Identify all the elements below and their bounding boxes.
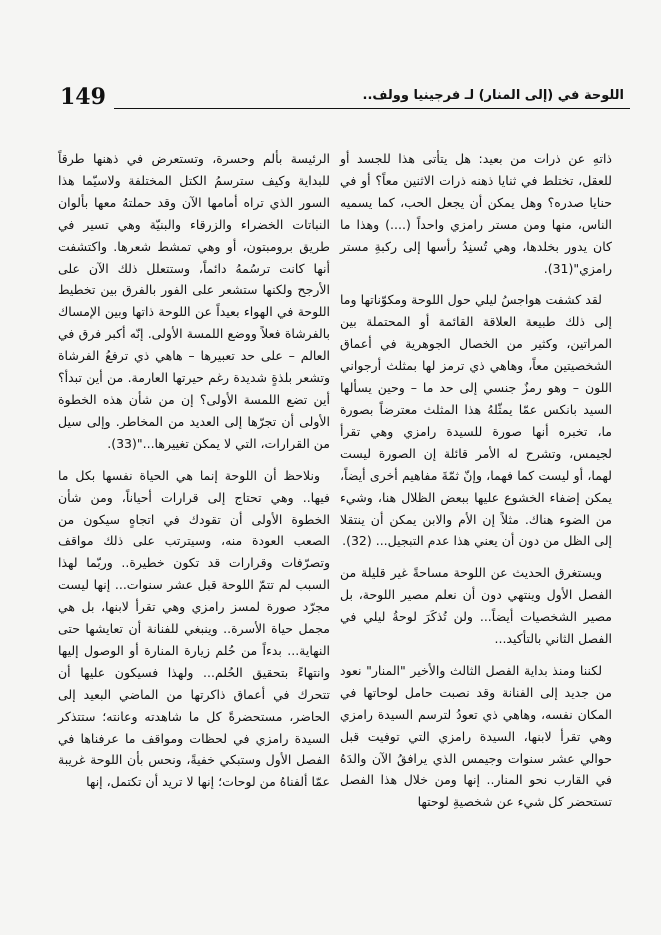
paragraph: ذاتهِ عن ذرات من بعيد: هل يتأتى هذا للجسد أو للعقل، تختلط في ثنايا ذهنه ذرات الاثنين معاً؟ أو في حنايا صدره؟ وهل يمكن أن يجعل الحب، كما يسميه الناس، منها ومن مستر رامزي واحداً (....) وهذا ما كان يدور بخلدها، وهي تُسنِدُ رأسها إلى ركبةِ مستر رامزي"(31). xyxy=(340,151,612,276)
header-rule xyxy=(114,108,630,109)
page-header xyxy=(60,82,630,116)
left-column xyxy=(58,148,330,803)
paragraph: لكننا ومنذ بداية الفصل الثالث والأخير "المنار" نعود من جديد إلى الفنانة وقد نصبت حامل لوحاتها في المكان نفسه، وهاهي ذي تعودُ لترسم السيدة رامزي وهي تقرأ لابنها، السيدة رامزي التي توفيت قبل حوالي عشر سنوات وجيمس الذي يرافقُ الآن والدَهُ في القارب نحو المنار.. إنها ومن خلال هذا الفصل تستحضر كل شيء عن شخصيةِ لوحتها xyxy=(340,662,612,810)
running-title: اللوحة في (إلى المنار) لـ فرجينيا وولف.. xyxy=(362,88,624,103)
paragraph: ونلاحظ أن اللوحة إنما هي الحياة نفسها بكل ما فيها.. وهي تحتاج إلى قرارات أحياناً، ومن شأن الخطوة الأولى أن تقودك في اتجاهٍ سيكون من الصعب العودة منه، وسيترتب على ذلك مواقف وتصرّفات وقرارات قد تكون خطيرة.. وربّما لهذا السبب لم تتمّ اللوحة قبل عشر سنوات... إنها ليست مجرّد صورة لمسز رامزي وهي تقرأ لابنها، بل هي مجمل حياة الأسرة.. وينبغي للفنانة أن تعايشها حتى النهاية... بدءاً من حُلم زيارة المنارة أو الوصول إليها وانتهاءً بتحقيق الحُلم... ولهذا فسيكون عليها أن تتحرك في أعماق ذاكرتها من الماضي البعيد إلى الحاضر، مستحضرةً كل ما شاهدته وعانته؛ ستتذكر السيدة رامزي في لحظات ومواقف ما عرفناها في الفصل الأول وستبكي خفيةً، ونحس بأن اللوحة غريبة عمّا ألفناهُ من لوحات؛ إنها لا تريد أن تكتمل، إنها xyxy=(58,467,330,790)
page-number: 149 xyxy=(60,84,106,110)
right-column xyxy=(340,148,612,823)
paragraph: ويستغرق الحديث عن اللوحة مساحةً غير قليلة من الفصل الأول وينتهي دون أن نعلم مصير اللوحة، بل مصير الشخصيات أيضاً... ولن تُذكَرَ لوحةُ ليلي في الفصل الثاني بالتأكيد... xyxy=(340,565,612,647)
paragraph: لقد كشفت هواجسُ ليلي حول اللوحة ومكوّناتها وما إلى ذلك طبيعة العلاقة القائمة أو المحتملة بين المراتين، وكثير من الخصال الجوهرية في أعماق الشخصيتين معاً، وهاهي ذي ترمز لها بمثلث أرجواني اللون – وهو رمزٌ جنسي إلى حد ما – وحين يسألها السيد بانكس عمّا يمثّلهُ هذا المثلث معترضاً بصورة ما، تخبره أنها صورة للسيدة رامزي وهي تقرأ لجيمس، وتشرح له الأمر قائلة إن الصورة ليست لهما، أو ليست كما فهما، وإنّ ثمّةَ مفاهيم أخرى أيضاً، يمكن إضفاء الخشوع عليها ببعض الظلال هنا، وشيء من الضوء هناك. مثلاً إن الأم والابن يمكن أن ينتقلا إلى الظل من دون أن يعني هذا عدم التبجيل... (32). xyxy=(340,292,612,549)
paragraph: الرئيسة بألم وحسرة، وتستعرض في ذهنها طرقاً للبداية وكيف سترسمُ الكتل المختلفة ولاسيّما هذا السور الذي تراه أمامها الآن وقد حملتهُ معها بألوان النباتات الخضراء والزرقاء والبنيّة وهي تسير في طريق برومبتون، أو وهي تمشط شعرها. واكتشفت أنها كانت ترسُمهُ دائماً، وستتعلل ذلك الآن على الأرجح ولكنها ستشعر على الفور بالفرق بين تخطيط اللوحة في الهواء بعيداً عن اللوحة ذاتها وبين الإمساك بالفرشاة فعلاً ووضع اللمسة الأولى. إنّه أكبر فرق في العالم – على حد تعبيرها – هاهي ذي ترفعُ الفرشاة وتشعر بلذةٍ شديدة رغم حيرتها العارمة. من أين تبدأ؟ أين تضع اللمسة الأولى؟ إن من شأن هذه الخطوة الأولى أن تجرّها إلى العديد من المخاطر. وإلى سيل من القرارات، التي لا يمكن تغييرها..."(33). xyxy=(58,151,330,451)
